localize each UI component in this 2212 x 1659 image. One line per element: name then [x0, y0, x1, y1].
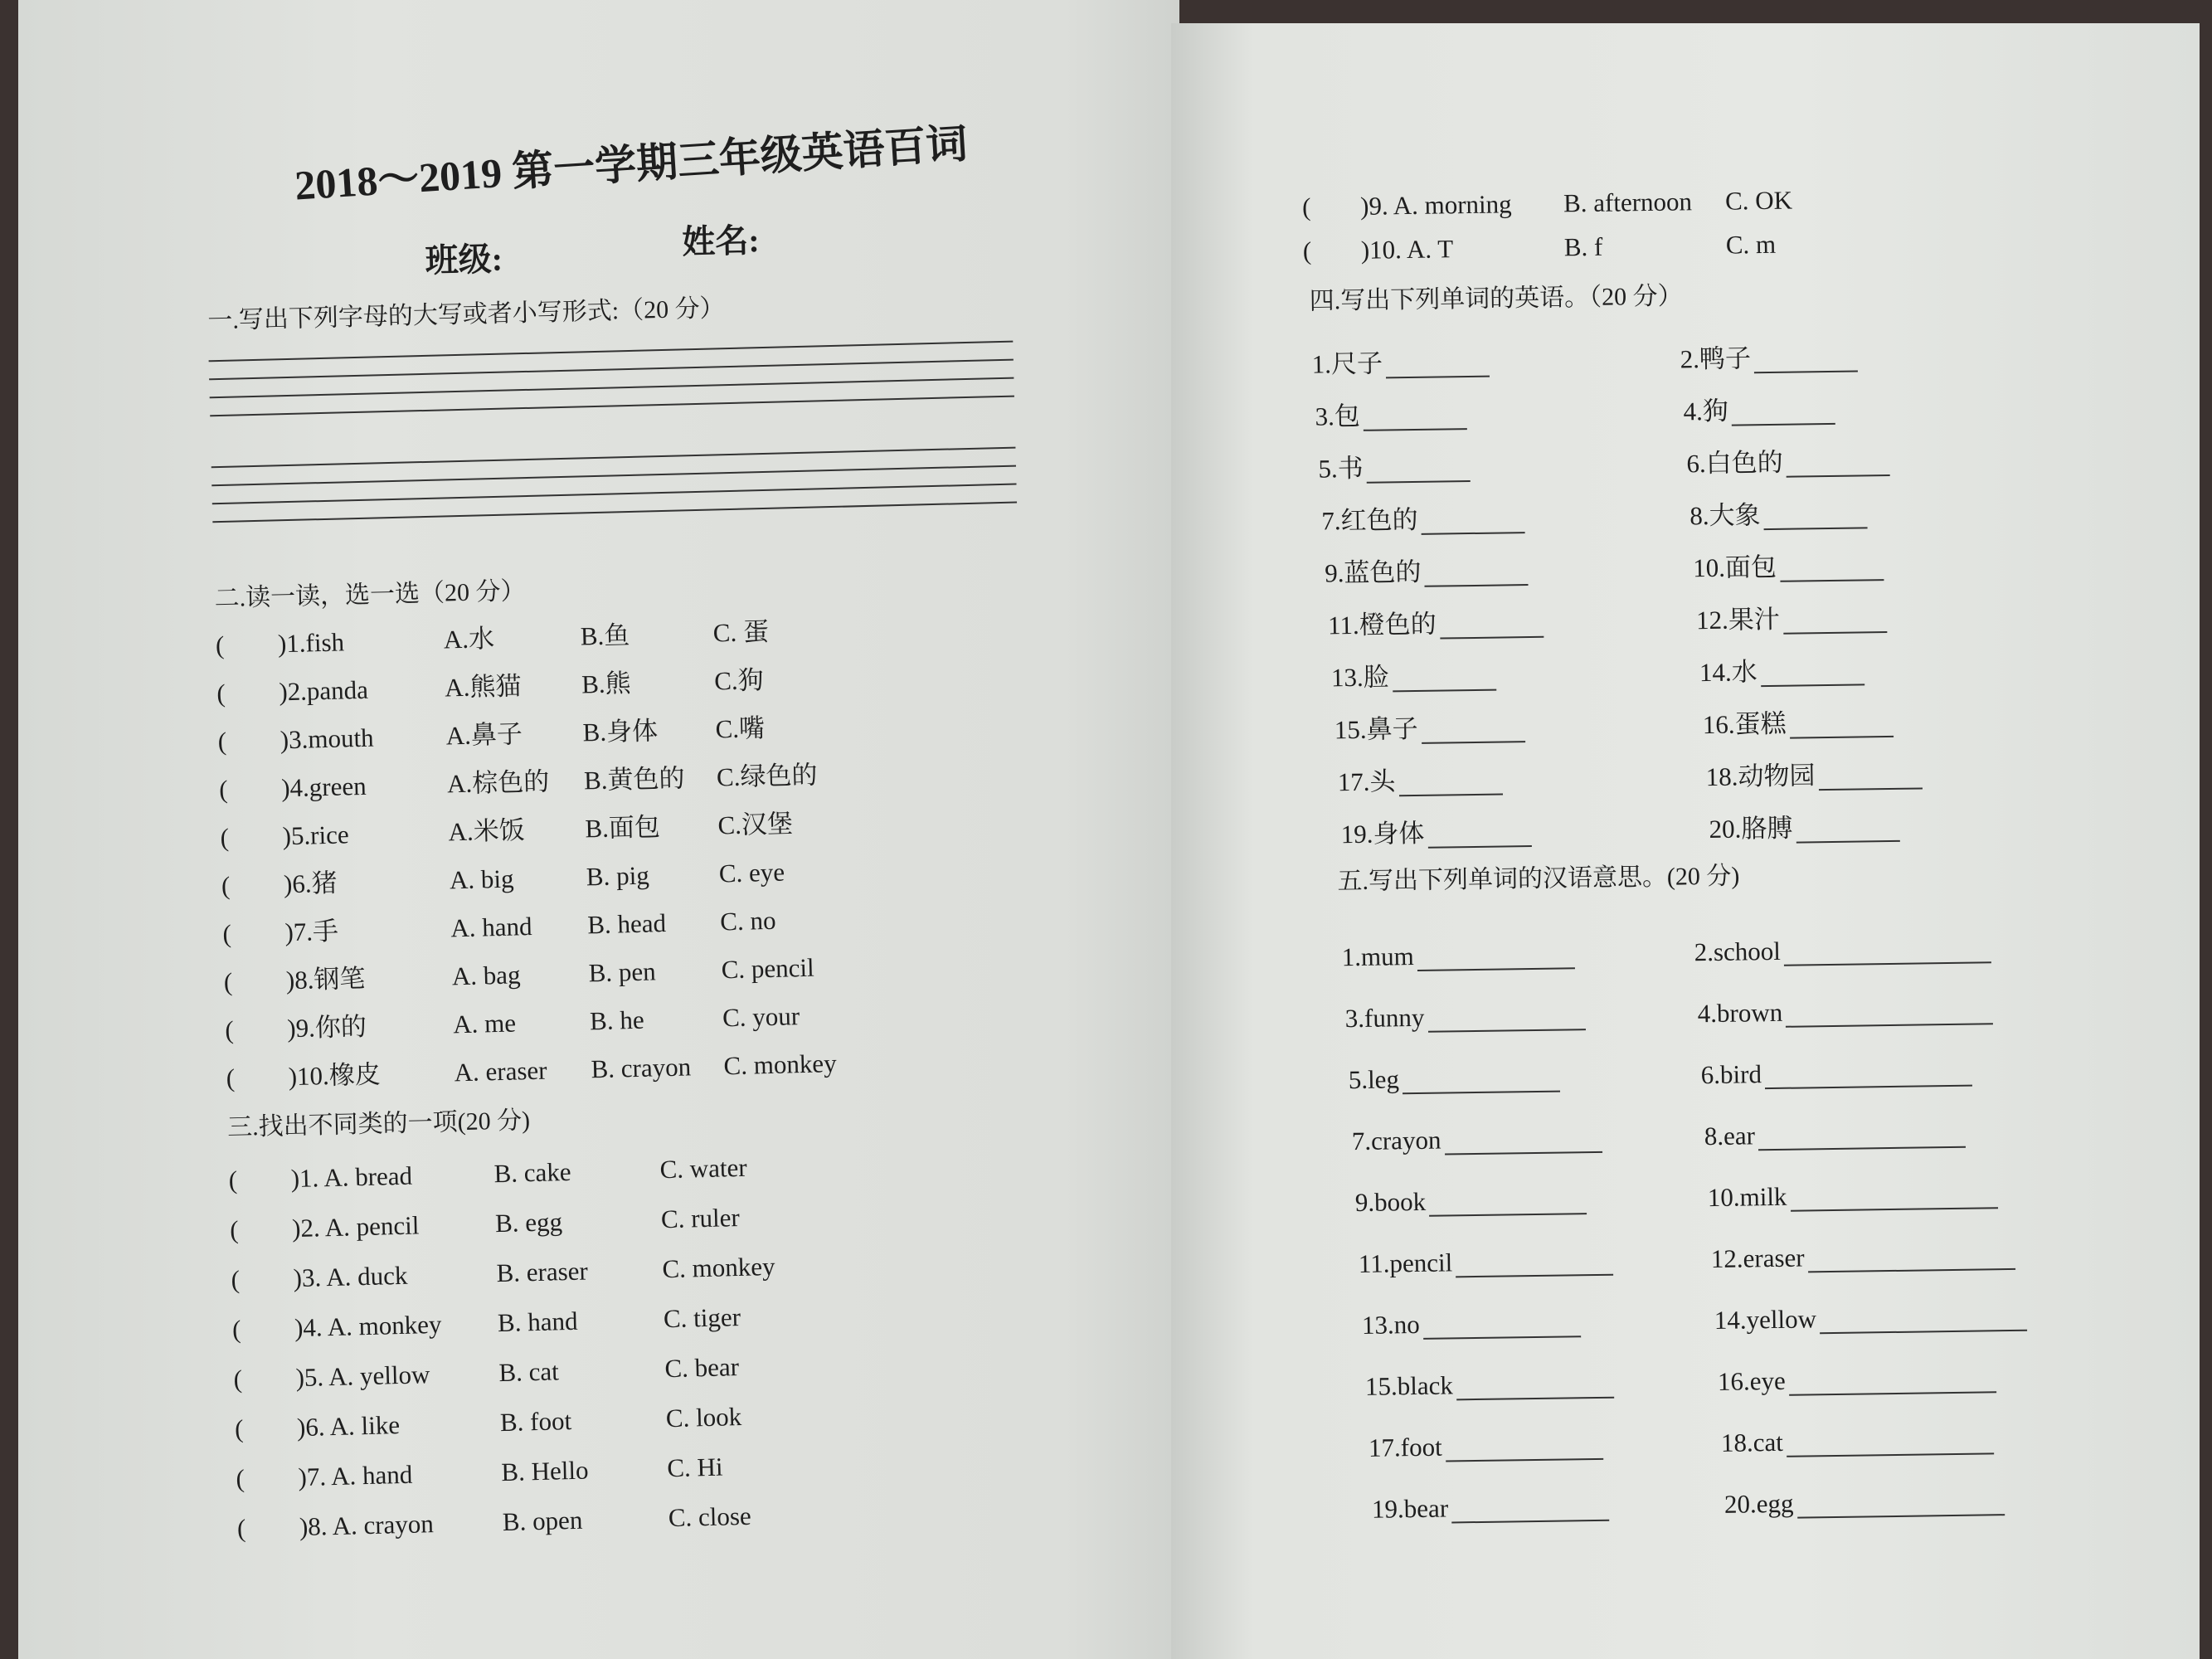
writing-line[interactable]: [212, 502, 1017, 523]
vocab-item: [1352, 1122, 1602, 1156]
vocab-prompt: 1.尺子: [1311, 348, 1383, 379]
option-c: C.嘴: [715, 713, 766, 744]
vocab-prompt: 3.包: [1315, 401, 1361, 431]
question-row: [236, 1445, 983, 1496]
answer-blank[interactable]: [1422, 1311, 1580, 1340]
answer-blank[interactable]: [1758, 1121, 1966, 1151]
question-row: [1302, 182, 1966, 225]
answer-blank[interactable]: [1807, 1243, 2015, 1272]
answer-blank[interactable]: [1421, 716, 1524, 744]
question-row: [223, 948, 970, 1000]
answer-blank[interactable]: [1818, 763, 1922, 791]
answer-blank-paren[interactable]: (: [222, 918, 232, 949]
answer-blank[interactable]: [1386, 351, 1490, 379]
question-row: [226, 1044, 973, 1096]
question-row: [220, 804, 967, 855]
answer-blank[interactable]: [1787, 450, 1890, 478]
question-row: [232, 1296, 980, 1347]
answer-blank[interactable]: [1784, 937, 1991, 966]
vocab-prompt: 16.eye: [1717, 1365, 1786, 1396]
answer-blank[interactable]: [1440, 611, 1544, 640]
vocab-item: [1718, 1362, 1996, 1397]
writing-line[interactable]: [210, 396, 1014, 417]
answer-blank[interactable]: [1456, 1249, 1613, 1278]
option-a: A. me: [452, 1008, 517, 1039]
vocab-item: [1697, 994, 1993, 1029]
answer-blank[interactable]: [1364, 403, 1467, 431]
question-row: [231, 1246, 978, 1297]
vocab-prompt: 15.black: [1364, 1370, 1454, 1401]
section5-heading: 五.写出下列单词的汉语意思。(20 分): [1337, 862, 1740, 896]
answer-blank-paren[interactable]: (: [231, 1314, 241, 1344]
vocab-prompt: 6.bird: [1700, 1059, 1762, 1090]
question-text: )8.钢笔: [285, 963, 366, 995]
vocab-prompt: 12.果汁: [1695, 604, 1781, 635]
answer-blank[interactable]: [1765, 1060, 1972, 1089]
vocab-item: [1724, 1485, 2005, 1520]
option-c: C. pencil: [721, 952, 815, 985]
answer-blank[interactable]: [1427, 820, 1531, 849]
answer-blank[interactable]: [1789, 1366, 1996, 1395]
option-c: C.汉堡: [717, 809, 794, 840]
vocab-item: [1362, 1306, 1581, 1340]
section1-heading: 一.写出下列字母的大写或者小写形式:（20 分）: [207, 294, 725, 335]
option-b: B. f: [1563, 231, 1603, 262]
question-text: )3.mouth: [280, 722, 374, 755]
option-a: A.棕色的: [446, 766, 550, 799]
vocab-prompt: 17.foot: [1368, 1432, 1442, 1462]
option-a: A. eraser: [454, 1055, 547, 1087]
option-b: B. Hello: [501, 1455, 589, 1487]
vocab-item: [1686, 445, 1890, 479]
answer-blank-paren[interactable]: (: [234, 1413, 244, 1443]
answer-blank-paren[interactable]: (: [1302, 236, 1312, 265]
question-row: [228, 1146, 975, 1198]
vocab-prompt: 16.蛋糕: [1702, 708, 1787, 740]
question-text: )2.panda: [278, 674, 369, 707]
section3-heading: 三.找出不同类的一项(20 分): [226, 1107, 531, 1142]
option-b: B. he: [589, 1005, 645, 1036]
option-b: B. open: [502, 1505, 583, 1537]
question-text: )9. A. morning: [1359, 189, 1512, 221]
option-b: B. hand: [497, 1306, 578, 1338]
writing-line[interactable]: [211, 465, 1016, 487]
writing-line[interactable]: [209, 341, 1014, 362]
option-a: A.鼻子: [445, 719, 523, 751]
answer-blank[interactable]: [1732, 398, 1835, 426]
vocab-prompt: 5.leg: [1348, 1064, 1400, 1095]
vocab-item: [1345, 1000, 1586, 1034]
answer-blank[interactable]: [1780, 554, 1884, 582]
option-c: C. tiger: [663, 1301, 741, 1334]
vocab-prompt: 2.鸭子: [1680, 343, 1752, 374]
vocab-item: [1340, 816, 1531, 849]
answer-blank[interactable]: [1444, 1126, 1602, 1155]
section2-heading: 二.读一读，选一选（20 分）: [214, 577, 526, 613]
vocab-prompt: 9.蓝色的: [1325, 557, 1422, 588]
answer-blank[interactable]: [1783, 606, 1887, 635]
writing-line[interactable]: [212, 484, 1017, 505]
right-page: [1171, 23, 2200, 1659]
option-b: B.鱼: [580, 620, 630, 651]
option-b: B.身体: [582, 716, 659, 747]
vocab-prompt: 9.book: [1354, 1186, 1427, 1218]
vocab-item: [1331, 660, 1496, 693]
vocab-item: [1680, 341, 1858, 374]
option-b: B. crayon: [591, 1052, 692, 1084]
option-c: C. m: [1725, 229, 1777, 260]
answer-blank[interactable]: [1367, 455, 1471, 484]
writing-line[interactable]: [211, 447, 1016, 469]
option-b: B. cat: [498, 1356, 560, 1388]
vocab-item: [1693, 550, 1884, 583]
vocab-item: [1318, 451, 1471, 484]
vocab-prompt: 7.红色的: [1321, 504, 1418, 536]
vocab-item: [1699, 654, 1864, 688]
vocab-item: [1705, 758, 1922, 792]
answer-blank[interactable]: [1429, 1188, 1587, 1217]
vocab-item: [1359, 1245, 1614, 1279]
answer-blank-paren[interactable]: (: [231, 1264, 241, 1294]
vocab-prompt: 3.funny: [1344, 1002, 1425, 1034]
option-c: C. OK: [1724, 185, 1793, 216]
answer-blank[interactable]: [1763, 503, 1867, 531]
question-row: [216, 611, 963, 663]
answer-blank-paren[interactable]: (: [218, 774, 228, 805]
option-a: A. hand: [450, 911, 532, 943]
answer-blank[interactable]: [1421, 507, 1524, 535]
question-row: [237, 1495, 984, 1546]
name-label: 姓名:: [681, 221, 761, 261]
question-row: [235, 1395, 982, 1447]
writing-line[interactable]: [210, 377, 1014, 399]
option-b: B. cake: [493, 1156, 572, 1189]
vocab-item: [1689, 498, 1868, 531]
answer-blank-paren[interactable]: (: [229, 1214, 239, 1244]
vocab-item: [1355, 1184, 1587, 1218]
answer-blank[interactable]: [1393, 664, 1496, 693]
answer-blank-paren[interactable]: (: [216, 678, 226, 708]
question-text: )6.猪: [283, 868, 338, 899]
vocab-prompt: 13.脸: [1330, 662, 1390, 693]
answer-blank-paren[interactable]: (: [224, 1014, 235, 1045]
vocab-item: [1321, 503, 1525, 537]
option-c: C. close: [668, 1501, 752, 1533]
exam-title: 2018～2019 第一学期三年级英语百词: [293, 119, 970, 209]
vocab-prompt: 19.bear: [1371, 1493, 1449, 1524]
option-c: C. Hi: [666, 1452, 723, 1483]
option-c: C. monkey: [723, 1048, 837, 1081]
vocab-item: [1696, 602, 1887, 635]
option-a: A.熊猫: [444, 671, 522, 703]
section3-continued-list: [1171, 9, 2200, 265]
vocab-prompt: 11.pencil: [1358, 1248, 1453, 1278]
question-row: [225, 996, 972, 1048]
vocab-prompt: 1.mum: [1341, 941, 1414, 972]
answer-blank-paren[interactable]: (: [221, 870, 231, 901]
question-text: )5.rice: [282, 820, 350, 851]
answer-blank-paren[interactable]: (: [220, 822, 230, 853]
option-c: C. ruler: [660, 1202, 741, 1234]
vocab-item: [1341, 938, 1574, 972]
option-a: A.水: [443, 624, 495, 654]
vocab-item: [1701, 1056, 1973, 1091]
option-c: C. your: [722, 1001, 800, 1033]
vocab-item: [1315, 399, 1467, 432]
question-text: )7. A. hand: [298, 1459, 413, 1492]
vocab-item: [1349, 1062, 1561, 1096]
question-text: )4.green: [280, 771, 367, 803]
option-b: B. head: [586, 908, 667, 940]
question-text: )7.手: [284, 916, 339, 947]
vocab-prompt: 4.狗: [1683, 396, 1729, 426]
question-text: )4. A. monkey: [294, 1309, 442, 1343]
option-b: B.熊: [581, 668, 632, 699]
answer-blank[interactable]: [1456, 1372, 1614, 1401]
answer-blank[interactable]: [1796, 1489, 2004, 1518]
vocab-prompt: 14.yellow: [1714, 1304, 1817, 1335]
vocab-item: [1369, 1429, 1603, 1463]
vocab-prompt: 12.eraser: [1710, 1243, 1805, 1274]
option-b: B. pig: [586, 860, 650, 892]
vocab-item: [1714, 1301, 2028, 1335]
question-text: )10. A. T: [1360, 234, 1454, 265]
answer-blank[interactable]: [1787, 1428, 1994, 1457]
vocab-item: [1711, 1239, 2015, 1274]
option-a: A.米饭: [448, 815, 526, 847]
question-text: )5. A. yellow: [295, 1360, 430, 1393]
vocab-prompt: 5.书: [1318, 453, 1364, 484]
question-row: [233, 1345, 980, 1397]
class-label: 班级:: [425, 240, 503, 280]
vocab-item: [1708, 1178, 1998, 1213]
vocab-prompt: 18.动物园: [1705, 761, 1816, 792]
option-c: C. bear: [664, 1352, 740, 1384]
vocab-prompt: 19.身体: [1340, 818, 1425, 849]
vocab-prompt: 18.cat: [1720, 1427, 1784, 1457]
vocab-item: [1709, 811, 1899, 844]
option-b: B.面包: [585, 812, 661, 844]
vocab-item: [1704, 1117, 1966, 1152]
option-c: C. 蛋: [712, 616, 770, 648]
answer-blank[interactable]: [1761, 659, 1864, 688]
vocab-prompt: 11.橙色的: [1327, 609, 1437, 640]
option-b: B. pen: [588, 956, 657, 988]
vocab-prompt: 20.egg: [1723, 1488, 1794, 1519]
question-row: [230, 1196, 977, 1248]
vocab-prompt: 10.面包: [1692, 552, 1777, 583]
vocab-prompt: 6.白色的: [1686, 447, 1783, 479]
answer-blank-paren[interactable]: (: [1301, 192, 1311, 221]
vocab-prompt: 7.crayon: [1351, 1125, 1441, 1156]
answer-blank-paren[interactable]: (: [215, 630, 225, 660]
answer-blank[interactable]: [1796, 815, 1899, 844]
option-c: C.绿色的: [716, 760, 818, 792]
answer-blank[interactable]: [1398, 769, 1502, 797]
vocab-item: [1365, 1368, 1614, 1402]
vocab-item: [1328, 607, 1544, 641]
left-page: [18, 0, 1179, 1659]
vocab-prompt: 14.水: [1699, 657, 1757, 688]
vocab-prompt: 13.no: [1361, 1309, 1420, 1340]
question-row: [219, 756, 966, 807]
answer-blank-paren[interactable]: (: [236, 1463, 246, 1493]
vocab-item: [1325, 555, 1529, 589]
vocab-item: [1311, 347, 1490, 380]
answer-blank[interactable]: [1789, 711, 1893, 739]
writing-line[interactable]: [209, 359, 1014, 381]
vocab-prompt: 8.ear: [1704, 1121, 1756, 1151]
option-c: C. no: [719, 905, 776, 937]
question-text: )1.fish: [277, 627, 345, 659]
answer-blank-paren[interactable]: (: [226, 1063, 236, 1093]
vocab-item: [1703, 707, 1894, 740]
answer-blank[interactable]: [1786, 998, 1993, 1027]
answer-blank[interactable]: [1445, 1433, 1602, 1462]
option-b: B.黄色的: [583, 763, 685, 795]
question-row: [216, 659, 964, 711]
question-text: )1. A. bread: [290, 1160, 413, 1194]
option-b: B. egg: [494, 1207, 563, 1238]
question-row: [1303, 226, 1966, 269]
answer-blank[interactable]: [1790, 1182, 1997, 1211]
answer-blank[interactable]: [1417, 943, 1575, 972]
vocab-prompt: 10.milk: [1707, 1181, 1787, 1213]
vocab-prompt: 8.大象: [1689, 500, 1761, 531]
question-text: )6. A. like: [296, 1410, 401, 1443]
answer-blank[interactable]: [1403, 1066, 1560, 1095]
answer-blank-paren[interactable]: (: [233, 1364, 243, 1394]
option-c: C. eye: [718, 857, 785, 888]
answer-blank[interactable]: [1424, 559, 1528, 587]
vocab-item: [1683, 394, 1835, 427]
option-c: C. water: [659, 1152, 748, 1185]
vocab-item: [1694, 932, 1991, 967]
vocab-prompt: 15.鼻子: [1334, 713, 1418, 745]
section4-heading: 四.写出下列单词的英语。（20 分）: [1309, 282, 1683, 315]
question-text: )8. A. crayon: [299, 1509, 435, 1542]
answer-blank[interactable]: [1427, 1004, 1585, 1033]
question-text: )3. A. duck: [293, 1260, 408, 1293]
option-a: A. bag: [451, 960, 521, 991]
vocab-prompt: 2.school: [1694, 936, 1782, 967]
option-b: B. foot: [499, 1406, 572, 1438]
question-text: )10.橡皮: [288, 1059, 382, 1092]
option-c: C. monkey: [662, 1251, 775, 1284]
option-c: C. look: [665, 1401, 742, 1433]
option-b: B. afternoon: [1563, 187, 1693, 218]
vocab-prompt: 17.头: [1337, 766, 1396, 797]
vocab-prompt: 20.胳膊: [1709, 813, 1793, 844]
vocab-prompt: 4.brown: [1697, 997, 1783, 1029]
answer-blank[interactable]: [1820, 1305, 2027, 1334]
answer-blank[interactable]: [1754, 346, 1858, 374]
answer-blank-paren[interactable]: (: [217, 726, 227, 757]
answer-blank-paren[interactable]: (: [223, 966, 233, 997]
question-row: [221, 852, 969, 903]
vocab-item: [1372, 1491, 1610, 1525]
question-text: )2. A. pencil: [291, 1210, 420, 1243]
option-b: B. eraser: [496, 1256, 589, 1288]
option-c: C.狗: [713, 665, 765, 696]
answer-blank[interactable]: [1451, 1495, 1609, 1524]
answer-blank-paren[interactable]: (: [228, 1165, 238, 1195]
option-a: A. big: [449, 864, 514, 895]
vocab-item: [1334, 712, 1525, 745]
question-text: )9.你的: [286, 1011, 367, 1044]
vocab-item: [1721, 1423, 1994, 1458]
answer-blank-paren[interactable]: (: [236, 1513, 246, 1543]
vocab-item: [1338, 765, 1503, 798]
question-row: [217, 708, 965, 759]
question-row: [222, 900, 970, 951]
